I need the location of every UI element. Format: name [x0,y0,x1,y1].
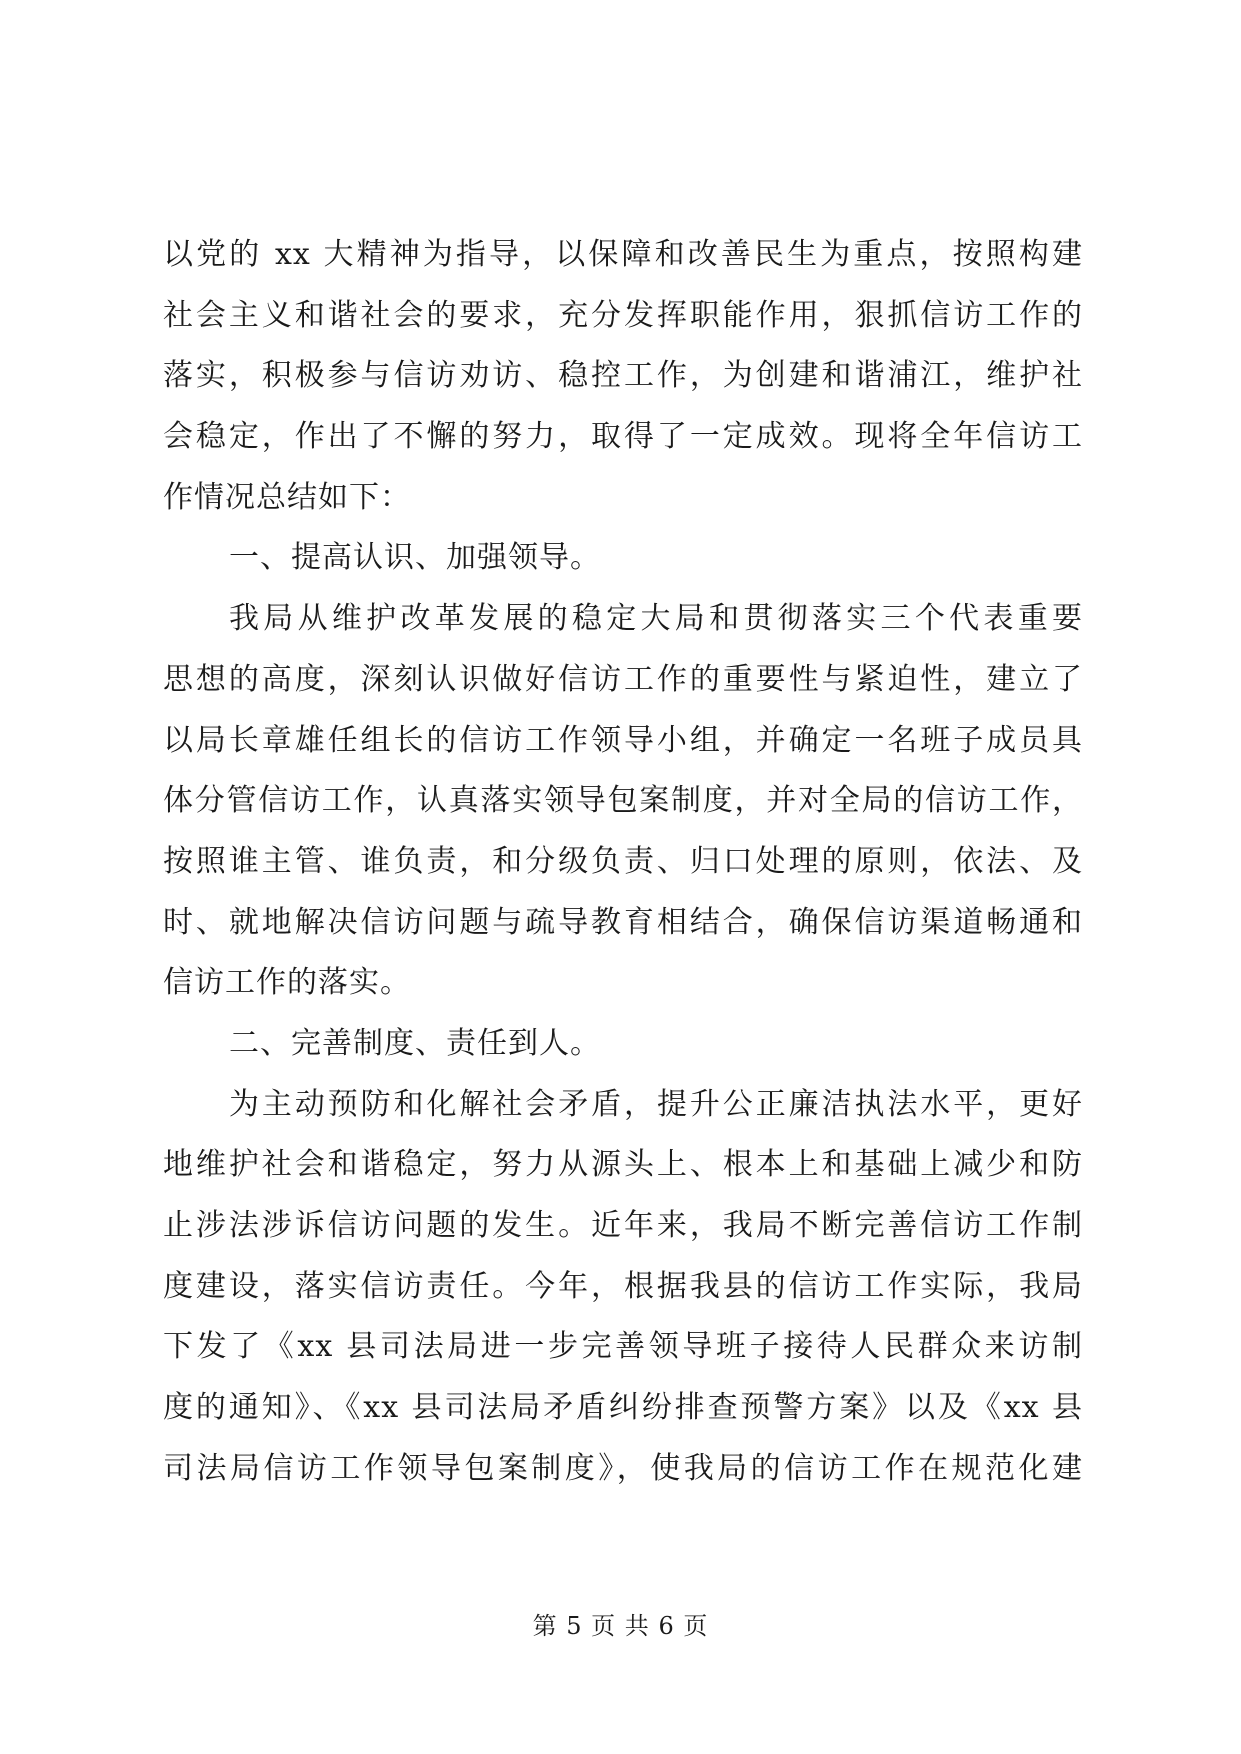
text-line: 下发了《xx 县司法局进一步完善领导班子接待人民群众来访制 [163,1329,1083,1365]
text-line: 体分管信访工作，认真落实领导包案制度，并对全局的信访工作， [163,783,1083,819]
text-line: 我局从维护改革发展的稳定大局和贯彻落实三个代表重要 [229,601,1083,637]
text-line: 以党的 xx 大精神为指导，以保障和改善民生为重点，按照构建 [163,237,1083,272]
text-line: 为主动预防和化解社会矛盾，提升公正廉洁执法水平，更好 [229,1086,1083,1122]
text-line: 司法局信访工作领导包案制度》，使我局的信访工作在规范化建 [163,1450,1083,1486]
text-line: 落实，积极参与信访劝访、稳控工作，为创建和谐浦江，维护社 [163,358,1083,394]
document-body [163,225,1083,1499]
text-line: 度建设，落实信访责任。今年，根据我县的信访工作实际，我局 [163,1268,1083,1304]
text-line: 地维护社会和谐稳定，努力从源头上、根本上和基础上减少和防 [163,1147,1083,1183]
text-line: 会稳定，作出了不懈的努力，取得了一定成效。现将全年信访工 [163,419,1083,455]
text-line: 信访工作的落实。 [163,965,411,1001]
text-line: 作情况总结如下： [163,479,411,515]
page-footer: 第 5 页 共 6 页 [532,1612,709,1640]
text-line: 以局长章雄任组长的信访工作领导小组，并确定一名班子成员具 [163,722,1083,758]
text-line: 二、完善制度、责任到人。 [229,1025,601,1061]
text-line: 时、就地解决信访问题与疏导教育相结合，确保信访渠道畅通和 [163,904,1083,940]
text-line: 度的通知》、《xx 县司法局矛盾纠纷排查预警方案》以及《xx 县 [163,1390,1083,1426]
text-line: 一、提高认识、加强领导。 [229,540,601,576]
text-line: 按照谁主管、谁负责，和分级负责、归口处理的原则，依法、及 [163,843,1083,879]
text-line: 止涉法涉诉信访问题的发生。近年来，我局不断完善信访工作制 [163,1208,1083,1243]
text-line: 社会主义和谐社会的要求，充分发挥职能作用，狠抓信访工作的 [163,297,1083,333]
text-line: 思想的高度，深刻认识做好信访工作的重要性与紧迫性，建立了 [163,661,1083,697]
